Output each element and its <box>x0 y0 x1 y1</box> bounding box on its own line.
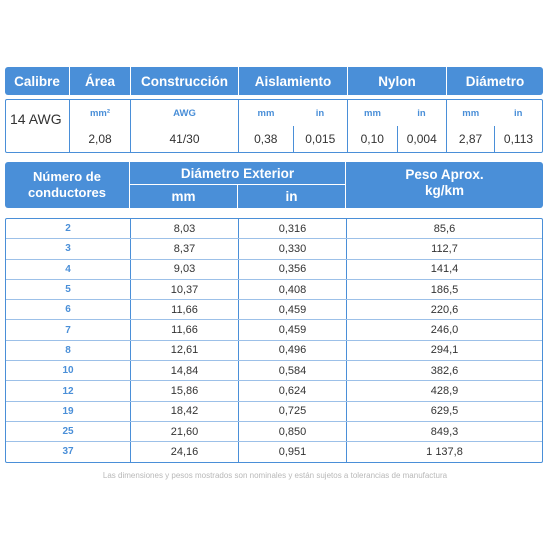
area-value: 2,08 <box>88 132 112 146</box>
construccion-unit: AWG <box>173 107 196 119</box>
conductor-count: 5 <box>6 280 131 299</box>
conductor-count: 19 <box>6 402 131 421</box>
conductor-table <box>5 162 543 463</box>
header-area: Área <box>70 67 131 95</box>
diameter-mm: 11,66 <box>131 300 239 319</box>
nylon-cell <box>348 100 447 152</box>
header-peso-title: Peso Aprox. <box>405 167 484 182</box>
weight-kg-km: 112,7 <box>431 242 458 255</box>
table-row <box>6 381 542 401</box>
conductor-count: 3 <box>6 239 131 258</box>
header-diametro-exterior: Diámetro Exterior <box>130 162 345 185</box>
weight-kg-km: 220,6 <box>430 303 459 316</box>
area-cell <box>70 100 131 152</box>
aislamiento-in-unit: in <box>315 107 325 119</box>
header-peso-unit: kg/km <box>424 183 465 198</box>
diameter-mm: 15,86 <box>131 381 239 400</box>
table-row <box>6 361 542 381</box>
diameter-mm: 8,37 <box>131 239 239 258</box>
header-diametro-exterior-group <box>130 162 346 208</box>
weight-kg-km: 85,6 <box>433 222 456 235</box>
conductor-count: 8 <box>6 341 131 360</box>
construccion-value: 41/30 <box>169 132 200 146</box>
table-row <box>6 260 542 280</box>
conductor-count: 6 <box>6 300 131 319</box>
diametro-in-unit: in <box>514 107 523 119</box>
diameter-mm: 14,84 <box>131 361 239 380</box>
conductor-count: 37 <box>6 442 131 461</box>
diameter-mm: 24,16 <box>131 442 239 461</box>
diameter-mm: 11,66 <box>131 320 239 339</box>
nylon-mm-unit: mm <box>364 107 381 119</box>
construccion-cell <box>131 100 239 152</box>
diametro-in-value: 0,113 <box>494 126 542 152</box>
diameter-in: 0,408 <box>239 280 347 299</box>
diameter-in: 0,850 <box>239 422 347 441</box>
aislamiento-cell <box>239 100 348 152</box>
calibre-value: 14 AWG <box>6 100 70 152</box>
diameter-mm: 9,03 <box>131 260 239 279</box>
weight-kg-km: 141,4 <box>430 263 459 276</box>
header-aislamiento: Aislamiento <box>239 67 348 95</box>
weight-kg-km: 246,0 <box>430 324 459 337</box>
weight-kg-km: 294,1 <box>430 344 459 357</box>
diameter-mm: 12,61 <box>131 341 239 360</box>
table-row <box>6 442 542 461</box>
diameter-in: 0,459 <box>239 320 347 339</box>
nylon-in-unit: in <box>417 107 426 119</box>
spec-table-body <box>5 99 543 153</box>
header-numero-conductores: Número de conductores <box>5 162 130 208</box>
header-peso <box>346 162 543 208</box>
diametro-cell <box>447 100 542 152</box>
conductor-table-header <box>5 162 543 208</box>
weight-kg-km: 186,5 <box>430 283 459 296</box>
diameter-in: 0,584 <box>239 361 347 380</box>
diametro-mm-unit: mm <box>462 107 480 119</box>
diameter-in: 0,330 <box>239 239 347 258</box>
diameter-mm: 21,60 <box>131 422 239 441</box>
table-row <box>6 300 542 320</box>
diameter-in: 0,356 <box>239 260 347 279</box>
aislamiento-mm-value: 0,38 <box>254 132 278 146</box>
conductor-count: 4 <box>6 260 131 279</box>
diameter-in: 0,951 <box>239 442 347 461</box>
header-calibre: Calibre <box>5 67 70 95</box>
diameter-mm: 8,03 <box>131 219 239 238</box>
weight-kg-km: 629,5 <box>430 405 459 418</box>
diameter-in: 0,459 <box>239 300 347 319</box>
conductor-count: 10 <box>6 361 131 380</box>
aislamiento-mm-unit: mm <box>257 107 275 119</box>
diameter-in: 0,624 <box>239 381 347 400</box>
conductor-count: 12 <box>6 381 131 400</box>
header-mm: mm <box>171 189 196 204</box>
header-in: in <box>237 185 345 208</box>
conductor-count: 25 <box>6 422 131 441</box>
table-row <box>6 280 542 300</box>
weight-kg-km: 428,9 <box>430 385 459 398</box>
table-row <box>6 341 542 361</box>
area-unit: mm² <box>89 107 111 119</box>
spec-table-header <box>5 67 543 95</box>
conductor-count: 2 <box>6 219 131 238</box>
nylon-mm-value: 0,10 <box>360 132 384 146</box>
diameter-in: 0,725 <box>239 402 347 421</box>
header-construccion: Construcción <box>131 67 239 95</box>
weight-kg-km: 1 137,8 <box>426 445 463 458</box>
header-diametro: Diámetro <box>465 73 525 89</box>
diameter-mm: 18,42 <box>131 402 239 421</box>
nylon-in-value: 0,004 <box>397 126 447 152</box>
conductor-count: 7 <box>6 320 131 339</box>
diameter-in: 0,496 <box>239 341 347 360</box>
header-nylon: Nylon <box>348 67 447 95</box>
table-row <box>6 402 542 422</box>
table-row <box>6 219 542 239</box>
diameter-in: 0,316 <box>239 219 347 238</box>
footnote: Las dimensiones y pesos mostrados son nominales y están sujetos a tolerancias de manufactura <box>102 471 448 480</box>
table-row <box>6 320 542 340</box>
conductor-table-body <box>5 218 543 463</box>
weight-kg-km: 382,6 <box>430 364 459 377</box>
diametro-mm-value: 2,87 <box>458 132 483 146</box>
spec-table <box>5 67 543 153</box>
weight-kg-km: 849,3 <box>430 425 459 438</box>
aislamiento-in-value: 0,015 <box>293 126 348 152</box>
table-row <box>6 239 542 259</box>
table-row <box>6 422 542 442</box>
diameter-mm: 10,37 <box>131 280 239 299</box>
